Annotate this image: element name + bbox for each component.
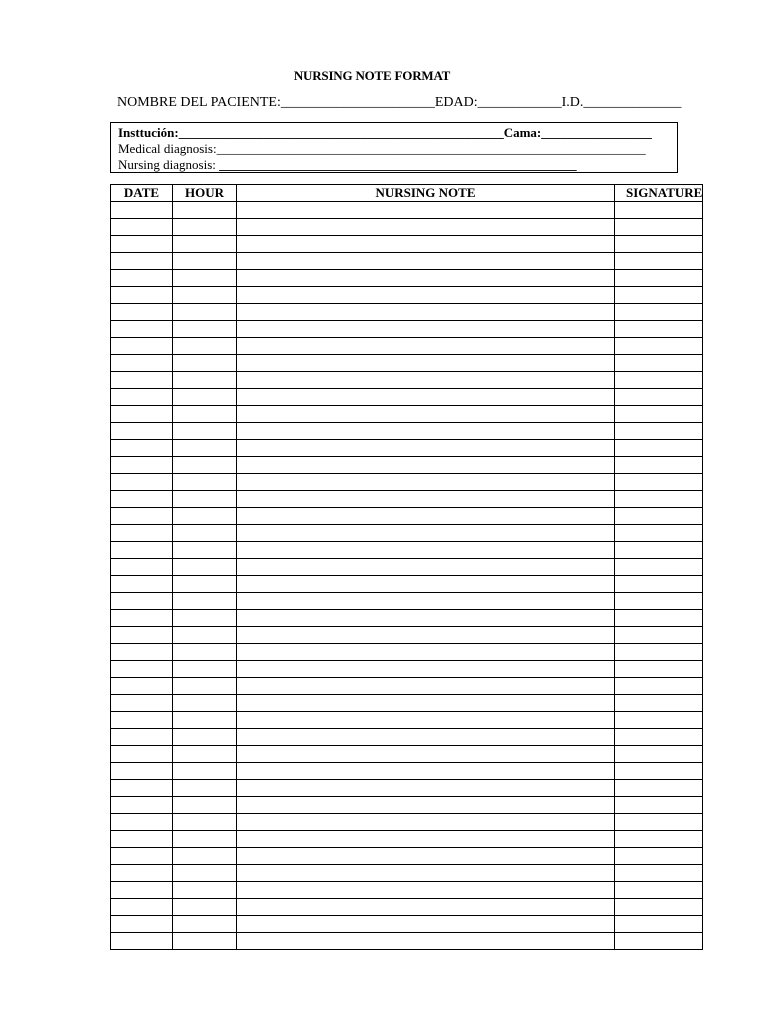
nursing-note-cell[interactable] <box>237 593 615 610</box>
date-cell[interactable] <box>111 712 173 729</box>
nursing-note-cell[interactable] <box>237 678 615 695</box>
date-cell[interactable] <box>111 355 173 372</box>
table-row <box>111 270 703 287</box>
table-row <box>111 202 703 219</box>
nursing-note-cell[interactable] <box>237 848 615 865</box>
table-row <box>111 865 703 882</box>
hour-cell[interactable] <box>173 780 237 797</box>
table-row <box>111 321 703 338</box>
table-row <box>111 797 703 814</box>
nursing-note-cell[interactable] <box>237 933 615 950</box>
table-row <box>111 423 703 440</box>
nursing-note-cell[interactable] <box>237 916 615 933</box>
signature-cell[interactable] <box>615 661 703 678</box>
table-row <box>111 746 703 763</box>
date-cell[interactable] <box>111 831 173 848</box>
signature-cell[interactable] <box>615 253 703 270</box>
signature-cell[interactable] <box>615 644 703 661</box>
signature-cell[interactable] <box>615 355 703 372</box>
date-cell[interactable] <box>111 508 173 525</box>
nursing-note-cell[interactable] <box>237 542 615 559</box>
table-row <box>111 457 703 474</box>
institucion-row <box>118 125 652 141</box>
table-row <box>111 253 703 270</box>
table-row <box>111 559 703 576</box>
date-cell[interactable] <box>111 899 173 916</box>
hour-cell[interactable] <box>173 933 237 950</box>
signature-cell[interactable] <box>615 916 703 933</box>
hour-cell[interactable] <box>173 644 237 661</box>
signature-cell[interactable] <box>615 627 703 644</box>
nursing-note-cell[interactable] <box>237 491 615 508</box>
signature-header: SIGNATURE <box>615 185 703 202</box>
table-row <box>111 389 703 406</box>
signature-cell[interactable] <box>615 525 703 542</box>
table-row <box>111 695 703 712</box>
nursing-note-cell[interactable] <box>237 814 615 831</box>
date-cell[interactable] <box>111 474 173 491</box>
patient-line <box>117 95 681 111</box>
date-cell[interactable] <box>111 287 173 304</box>
hour-cell[interactable] <box>173 474 237 491</box>
hour-cell[interactable] <box>173 508 237 525</box>
nursing-note-cell[interactable] <box>237 661 615 678</box>
date-cell[interactable] <box>111 457 173 474</box>
nursing-note-cell[interactable] <box>237 338 615 355</box>
hour-cell[interactable] <box>173 899 237 916</box>
nursing-note-cell[interactable] <box>237 457 615 474</box>
nursing-diagnosis-label: Nursing diagnosis: <box>118 157 216 172</box>
signature-cell[interactable] <box>615 559 703 576</box>
hour-cell[interactable] <box>173 406 237 423</box>
nursing-note-cell[interactable] <box>237 474 615 491</box>
table-row <box>111 304 703 321</box>
nombre-label: NOMBRE DEL PACIENTE: <box>117 95 281 110</box>
table-row <box>111 882 703 899</box>
signature-cell[interactable] <box>615 831 703 848</box>
date-cell[interactable] <box>111 882 173 899</box>
hour-cell[interactable] <box>173 304 237 321</box>
nursing-note-cell[interactable] <box>237 559 615 576</box>
date-cell[interactable] <box>111 865 173 882</box>
nursing-diagnosis-row <box>118 157 577 173</box>
cama-label: Cama: <box>503 125 542 140</box>
nursing-diagnosis-field[interactable]: _______________________________________________________ <box>219 157 577 172</box>
table-body <box>111 202 703 950</box>
signature-cell[interactable] <box>615 865 703 882</box>
cama-field[interactable]: _________________ <box>541 125 652 140</box>
hour-cell[interactable] <box>173 763 237 780</box>
institucion-field[interactable]: __________________________________________________ <box>178 125 504 140</box>
signature-cell[interactable] <box>615 780 703 797</box>
table-row <box>111 508 703 525</box>
nursing-note-cell[interactable] <box>237 695 615 712</box>
hour-cell[interactable] <box>173 610 237 627</box>
hour-cell[interactable] <box>173 236 237 253</box>
nursing-note-cell[interactable] <box>237 372 615 389</box>
signature-cell[interactable] <box>615 763 703 780</box>
nursing-note-cell[interactable] <box>237 321 615 338</box>
signature-cell[interactable] <box>615 933 703 950</box>
date-cell[interactable] <box>111 593 173 610</box>
date-cell[interactable] <box>111 542 173 559</box>
signature-cell[interactable] <box>615 610 703 627</box>
date-cell[interactable] <box>111 610 173 627</box>
nursing-note-cell[interactable] <box>237 797 615 814</box>
edad-label: EDAD: <box>434 95 478 110</box>
signature-cell[interactable] <box>615 882 703 899</box>
date-cell[interactable] <box>111 423 173 440</box>
nursing-note-cell[interactable] <box>237 576 615 593</box>
nursing-note-cell[interactable] <box>237 406 615 423</box>
signature-cell[interactable] <box>615 202 703 219</box>
date-cell[interactable] <box>111 372 173 389</box>
nursing-note-cell[interactable] <box>237 440 615 457</box>
signature-cell[interactable] <box>615 389 703 406</box>
date-cell[interactable] <box>111 644 173 661</box>
table-row <box>111 814 703 831</box>
date-cell[interactable] <box>111 916 173 933</box>
nursing-note-cell[interactable] <box>237 746 615 763</box>
signature-cell[interactable] <box>615 695 703 712</box>
table-row <box>111 729 703 746</box>
nursing-note-cell[interactable] <box>237 202 615 219</box>
nursing-note-cell[interactable] <box>237 865 615 882</box>
table-row <box>111 831 703 848</box>
hour-cell[interactable] <box>173 729 237 746</box>
hour-cell[interactable] <box>173 253 237 270</box>
nursing-note-cell[interactable] <box>237 780 615 797</box>
date-cell[interactable] <box>111 848 173 865</box>
signature-cell[interactable] <box>615 236 703 253</box>
table-row <box>111 219 703 236</box>
page-title: NURSING NOTE FORMAT <box>293 68 451 83</box>
nursing-note-cell[interactable] <box>237 644 615 661</box>
table-row <box>111 916 703 933</box>
table-row <box>111 644 703 661</box>
medical-diagnosis-label: Medical diagnosis: <box>118 141 217 156</box>
nursing-note-cell[interactable] <box>237 508 615 525</box>
table-row <box>111 372 703 389</box>
hour-header: HOUR <box>173 185 237 202</box>
hour-cell[interactable] <box>173 627 237 644</box>
signature-cell[interactable] <box>615 508 703 525</box>
signature-cell[interactable] <box>615 406 703 423</box>
hour-cell[interactable] <box>173 916 237 933</box>
hour-cell[interactable] <box>173 423 237 440</box>
hour-cell[interactable] <box>173 797 237 814</box>
table-row <box>111 593 703 610</box>
table-row <box>111 236 703 253</box>
table-row <box>111 712 703 729</box>
date-cell[interactable] <box>111 576 173 593</box>
date-cell[interactable] <box>111 406 173 423</box>
nursing-note-cell[interactable] <box>237 525 615 542</box>
hour-cell[interactable] <box>173 491 237 508</box>
medical-diagnosis-field[interactable]: __________________________________________________________________ <box>216 141 646 156</box>
hour-cell[interactable] <box>173 882 237 899</box>
table-row <box>111 491 703 508</box>
signature-cell[interactable] <box>615 474 703 491</box>
nursing-note-cell[interactable] <box>237 610 615 627</box>
date-cell[interactable] <box>111 253 173 270</box>
date-cell[interactable] <box>111 338 173 355</box>
table-row <box>111 440 703 457</box>
nursing-note-cell[interactable] <box>237 270 615 287</box>
nursing-note-cell[interactable] <box>237 389 615 406</box>
hour-cell[interactable] <box>173 270 237 287</box>
signature-cell[interactable] <box>615 797 703 814</box>
table-row <box>111 763 703 780</box>
signature-cell[interactable] <box>615 712 703 729</box>
hour-cell[interactable] <box>173 865 237 882</box>
nursing-note-cell[interactable] <box>237 236 615 253</box>
signature-cell[interactable] <box>615 678 703 695</box>
signature-cell[interactable] <box>615 457 703 474</box>
hour-cell[interactable] <box>173 372 237 389</box>
id-label: I.D. <box>561 95 584 110</box>
signature-cell[interactable] <box>615 899 703 916</box>
nursing-note-cell[interactable] <box>237 287 615 304</box>
date-cell[interactable] <box>111 729 173 746</box>
table-row <box>111 678 703 695</box>
signature-cell[interactable] <box>615 287 703 304</box>
nursing-note-cell[interactable] <box>237 899 615 916</box>
nursing-note-header: NURSING NOTE <box>237 185 615 202</box>
table-row <box>111 474 703 491</box>
hour-cell[interactable] <box>173 831 237 848</box>
hour-cell[interactable] <box>173 848 237 865</box>
signature-cell[interactable] <box>615 219 703 236</box>
nursing-note-cell[interactable] <box>237 763 615 780</box>
date-cell[interactable] <box>111 661 173 678</box>
table-row <box>111 287 703 304</box>
signature-cell[interactable] <box>615 338 703 355</box>
institucion-label: Insttución: <box>118 125 179 140</box>
hour-cell[interactable] <box>173 576 237 593</box>
date-cell[interactable] <box>111 746 173 763</box>
signature-cell[interactable] <box>615 423 703 440</box>
date-cell[interactable] <box>111 559 173 576</box>
signature-cell[interactable] <box>615 814 703 831</box>
date-cell[interactable] <box>111 389 173 406</box>
table-row <box>111 933 703 950</box>
hour-cell[interactable] <box>173 542 237 559</box>
table-row <box>111 627 703 644</box>
nursing-note-cell[interactable] <box>237 882 615 899</box>
hour-cell[interactable] <box>173 219 237 236</box>
date-cell[interactable] <box>111 525 173 542</box>
edad-field[interactable]: ____________ <box>477 95 562 110</box>
signature-cell[interactable] <box>615 593 703 610</box>
signature-cell[interactable] <box>615 270 703 287</box>
signature-cell[interactable] <box>615 321 703 338</box>
hour-cell[interactable] <box>173 457 237 474</box>
hour-cell[interactable] <box>173 338 237 355</box>
table-row <box>111 780 703 797</box>
table-row <box>111 355 703 372</box>
hour-cell[interactable] <box>173 287 237 304</box>
date-cell[interactable] <box>111 304 173 321</box>
signature-cell[interactable] <box>615 576 703 593</box>
nursing-note-cell[interactable] <box>237 253 615 270</box>
table-row <box>111 576 703 593</box>
date-cell[interactable] <box>111 491 173 508</box>
date-cell[interactable] <box>111 933 173 950</box>
table-row <box>111 525 703 542</box>
signature-cell[interactable] <box>615 372 703 389</box>
nursing-notes-table <box>110 184 703 950</box>
date-cell[interactable] <box>111 780 173 797</box>
date-header: DATE <box>111 185 173 202</box>
hour-cell[interactable] <box>173 321 237 338</box>
date-cell[interactable] <box>111 270 173 287</box>
hour-cell[interactable] <box>173 440 237 457</box>
date-cell[interactable] <box>111 219 173 236</box>
hour-cell[interactable] <box>173 678 237 695</box>
table-row <box>111 661 703 678</box>
hour-cell[interactable] <box>173 712 237 729</box>
nursing-note-cell[interactable] <box>237 712 615 729</box>
signature-cell[interactable] <box>615 746 703 763</box>
signature-cell[interactable] <box>615 729 703 746</box>
hour-cell[interactable] <box>173 593 237 610</box>
hour-cell[interactable] <box>173 746 237 763</box>
date-cell[interactable] <box>111 763 173 780</box>
hour-cell[interactable] <box>173 559 237 576</box>
table-row <box>111 899 703 916</box>
signature-cell[interactable] <box>615 491 703 508</box>
nursing-note-cell[interactable] <box>237 627 615 644</box>
date-cell[interactable] <box>111 627 173 644</box>
date-cell[interactable] <box>111 321 173 338</box>
hour-cell[interactable] <box>173 355 237 372</box>
signature-cell[interactable] <box>615 542 703 559</box>
hour-cell[interactable] <box>173 389 237 406</box>
hour-cell[interactable] <box>173 661 237 678</box>
nursing-note-cell[interactable] <box>237 304 615 321</box>
table-row <box>111 406 703 423</box>
date-cell[interactable] <box>111 678 173 695</box>
nursing-note-cell[interactable] <box>237 729 615 746</box>
date-cell[interactable] <box>111 440 173 457</box>
table-row <box>111 338 703 355</box>
hour-cell[interactable] <box>173 202 237 219</box>
nombre-field[interactable]: ______________________ <box>280 95 435 110</box>
info-box <box>110 122 678 173</box>
table-row <box>111 542 703 559</box>
date-cell[interactable] <box>111 695 173 712</box>
nursing-note-cell[interactable] <box>237 423 615 440</box>
date-cell[interactable] <box>111 797 173 814</box>
id-field[interactable]: ______________ <box>583 95 682 110</box>
hour-cell[interactable] <box>173 814 237 831</box>
signature-cell[interactable] <box>615 304 703 321</box>
signature-cell[interactable] <box>615 440 703 457</box>
nursing-note-cell[interactable] <box>237 831 615 848</box>
hour-cell[interactable] <box>173 525 237 542</box>
hour-cell[interactable] <box>173 695 237 712</box>
medical-diagnosis-row <box>118 141 646 157</box>
table-row <box>111 848 703 865</box>
date-cell[interactable] <box>111 236 173 253</box>
date-cell[interactable] <box>111 814 173 831</box>
table-header-row <box>111 185 703 202</box>
table-row <box>111 610 703 627</box>
nursing-note-cell[interactable] <box>237 219 615 236</box>
nursing-note-cell[interactable] <box>237 355 615 372</box>
date-cell[interactable] <box>111 202 173 219</box>
signature-cell[interactable] <box>615 848 703 865</box>
